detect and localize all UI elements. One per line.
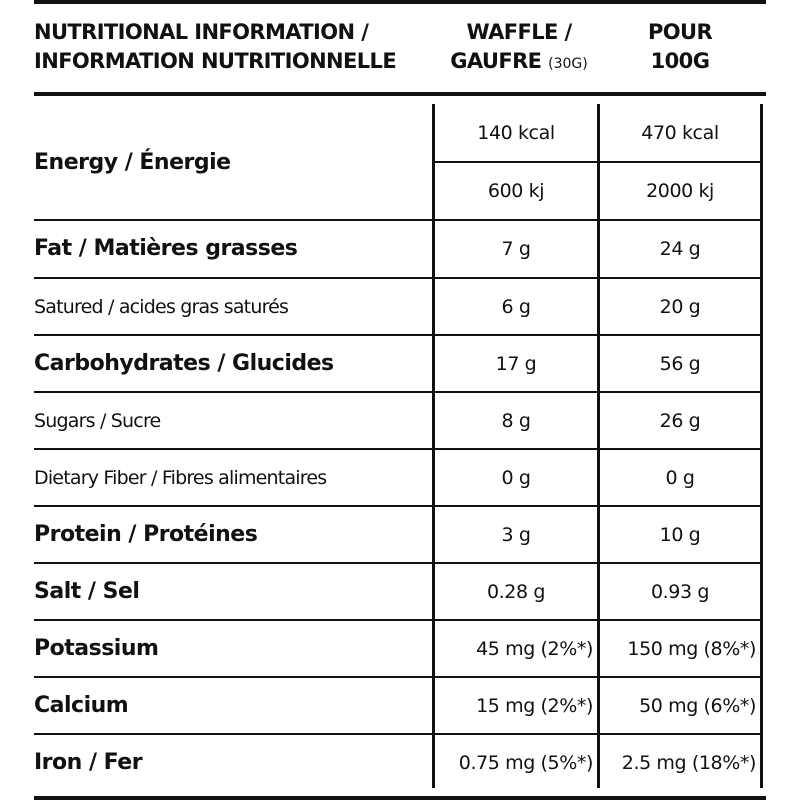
calcium-100g: 50 mg (6%*) [639, 694, 756, 717]
nutrient-label-carbohydrates: Carbohydrates / Glucides [34, 351, 334, 376]
fat-serving: 7 g [501, 237, 531, 260]
energy-kcal-serving: 140 kcal [477, 122, 555, 144]
nutrient-label-iron: Iron / Fer [34, 750, 143, 775]
bottom-rule [34, 796, 766, 800]
nutrient-label-saturated: Satured / acides gras saturés [34, 295, 289, 318]
serving-header-line-1: WAFFLE / [466, 20, 572, 44]
per100-header-line-1: POUR [647, 20, 713, 44]
serving-header-line-2 [436, 47, 602, 79]
protein-serving: 3 g [501, 523, 531, 546]
calcium-serving: 15 mg (2%*) [476, 694, 593, 717]
fiber-100g: 0 g [665, 466, 695, 489]
table-title [34, 18, 396, 76]
iron-100g: 2.5 mg (18%*) [621, 751, 756, 774]
carbohydrates-100g: 56 g [659, 352, 701, 375]
top-rule [34, 0, 766, 4]
fiber-serving: 0 g [501, 466, 531, 489]
nutrient-label-potassium: Potassium [34, 636, 159, 661]
column-header-per-100g [600, 18, 760, 76]
fat-100g: 24 g [659, 237, 701, 260]
per100-header-line-2: 100G [650, 49, 710, 73]
energy-kcal-100g: 470 kcal [641, 122, 719, 144]
column-header-serving [436, 18, 602, 79]
energy-split-line [432, 161, 762, 163]
column-divider-right [760, 104, 763, 788]
energy-label: Energy / Énergie [34, 149, 231, 175]
nutrient-label-protein: Protein / Protéines [34, 522, 258, 547]
title-line-1: NUTRITIONAL INFORMATION / [34, 20, 369, 44]
carbohydrates-serving: 17 g [495, 352, 537, 375]
sugars-serving: 8 g [501, 409, 531, 432]
salt-100g: 0.93 g [650, 580, 709, 603]
nutrient-label-calcium: Calcium [34, 693, 129, 718]
salt-serving: 0.28 g [486, 580, 545, 603]
potassium-100g: 150 mg (8%*) [627, 637, 756, 660]
serving-header-name: GAUFRE [450, 49, 542, 73]
header-rule [34, 92, 766, 96]
potassium-serving: 45 mg (2%*) [476, 637, 593, 660]
saturated-serving: 6 g [501, 295, 531, 318]
energy-kj-100g: 2000 kj [646, 180, 714, 202]
sugars-100g: 26 g [659, 409, 701, 432]
serving-size-unit: (30G) [548, 56, 588, 72]
nutrient-label-fat: Fat / Matières grasses [34, 236, 298, 261]
nutrient-label-salt: Salt / Sel [34, 579, 140, 604]
nutrient-label-sugars: Sugars / Sucre [34, 409, 161, 432]
iron-serving: 0.75 mg (5%*) [458, 751, 593, 774]
title-line-2: INFORMATION NUTRITIONNELLE [34, 49, 397, 73]
protein-100g: 10 g [659, 523, 701, 546]
nutrient-label-fiber: Dietary Fiber / Fibres alimentaires [34, 466, 327, 489]
energy-kj-serving: 600 kj [487, 180, 545, 202]
saturated-100g: 20 g [659, 295, 701, 318]
